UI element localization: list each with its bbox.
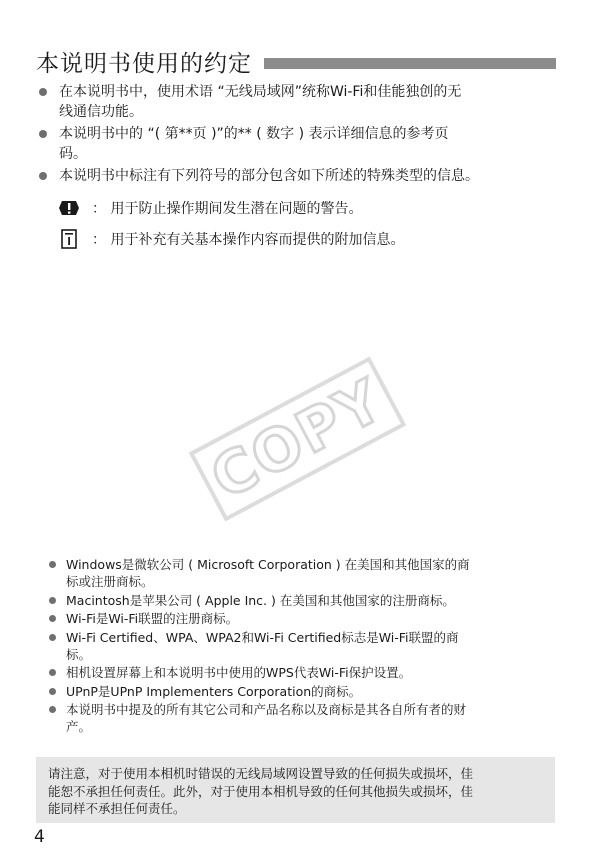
legend-warning <box>58 198 558 218</box>
list-item-text: 本说明书中提及的所有其它公司和产品名称以及商标是其各自所有者的财 <box>66 702 467 717</box>
page-title: 本说明书使用的约定 <box>36 50 252 77</box>
bullet-icon <box>49 597 56 604</box>
list-item-text: 码。 <box>59 146 87 162</box>
list-item <box>46 629 546 663</box>
bullet-icon <box>49 688 56 695</box>
page-number: 4 <box>34 827 45 847</box>
bullet-icon <box>49 706 56 713</box>
list-item-text: 相机设置屏幕上和本说明书中使用的WPS代表Wi-Fi保护设置。 <box>66 665 412 680</box>
bullet-icon <box>49 669 56 676</box>
trademark-list <box>46 556 546 737</box>
bullet-icon <box>49 634 56 641</box>
disclaimer-text: 能恕不承担任何责任。此外，对于使用本相机导致的任何其他损失或损坏，佳 <box>48 783 474 799</box>
bullet-icon <box>49 561 56 568</box>
list-item <box>46 592 546 609</box>
caution-icon <box>58 198 80 218</box>
list-item-text: 线通信功能。 <box>59 104 143 120</box>
list-item <box>46 610 546 627</box>
legend-warning-text: ： 用于防止操作期间发生潜在问题的警告。 <box>92 201 363 217</box>
list-item <box>46 683 546 700</box>
list-item-text: 产。 <box>66 719 92 734</box>
page-header <box>36 44 556 78</box>
watermark-text: COPY <box>200 365 395 513</box>
list-item-text: Wi-Fi是Wi-Fi联盟的注册商标。 <box>66 611 239 626</box>
list-item <box>36 124 556 164</box>
bullet-icon <box>39 172 47 180</box>
list-item-text: 本说明书中的 “( 第**页 )”的** ( 数字 ) 表示详细信息的参考页 <box>59 126 449 142</box>
list-item-text: 标或注册商标。 <box>66 574 154 589</box>
memo-icon <box>58 229 80 249</box>
disclaimer-box <box>36 757 555 823</box>
legend-memo <box>58 229 558 249</box>
disclaimer-text: 能同样不承担任何责任。 <box>48 801 186 816</box>
list-item-text: 标。 <box>66 646 92 662</box>
list-item-text: Macintosh是苹果公司 ( Apple Inc. ) 在美国和其他国家的注册商标。 <box>66 592 455 608</box>
list-item <box>46 556 546 590</box>
conventions-list <box>36 82 556 188</box>
bullet-icon <box>49 615 56 622</box>
list-item <box>46 701 546 735</box>
bullet-icon <box>39 130 47 138</box>
legend-memo-text: ： 用于补充有关基本操作内容而提供的附加信息。 <box>92 232 405 248</box>
list-item <box>46 664 546 681</box>
list-item-text: Windows是微软公司 ( Microsoft Corporation ) 在美国和其他国家的商 <box>66 557 470 572</box>
list-item <box>36 82 556 122</box>
list-item-text: 本说明书中标注有下列符号的部分包含如下所述的特殊类型的信息。 <box>59 168 479 184</box>
bullet-icon <box>39 88 47 96</box>
list-item-text: Wi-Fi Certified、WPA、WPA2和Wi-Fi Certified标志是Wi-Fi联盟的商 <box>66 629 459 645</box>
list-item-text: UPnP是UPnP Implementers Corporation的商标。 <box>66 683 362 699</box>
disclaimer-text: 请注意，对于使用本相机时错误的无线局域网设置导致的任何损失或损坏，佳 <box>48 766 474 781</box>
list-item <box>36 166 556 186</box>
copy-watermark <box>189 356 407 521</box>
list-item-text: 在本说明书中，使用术语 “无线局域网”统称Wi-Fi和佳能独创的无 <box>59 84 462 100</box>
title-rule <box>264 58 556 69</box>
